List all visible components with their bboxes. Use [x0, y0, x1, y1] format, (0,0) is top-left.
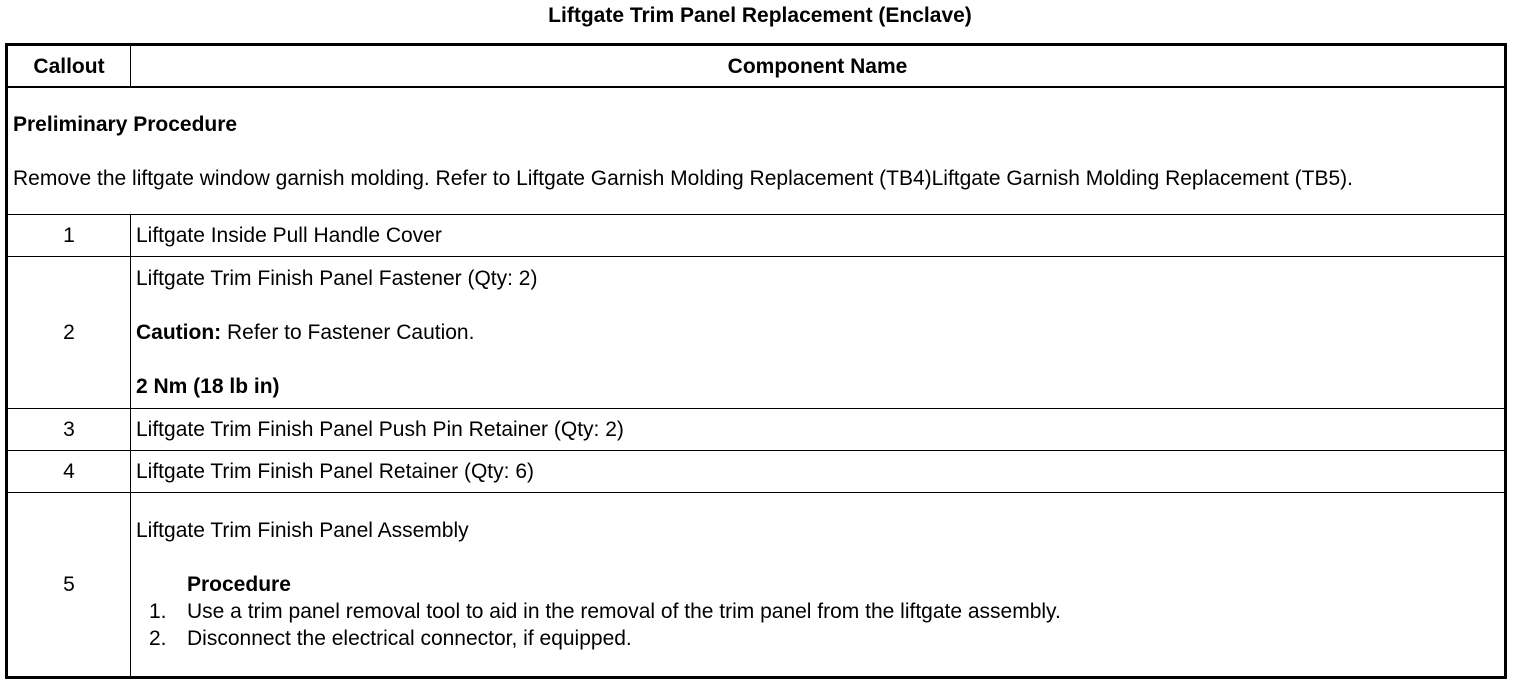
component-name: Liftgate Trim Finish Panel Fastener (Qty: 2) [136, 266, 538, 290]
step-number: 1. [149, 599, 167, 623]
table-row [7, 450, 1506, 492]
table-row [7, 492, 1506, 678]
preliminary-heading: Preliminary Procedure [13, 113, 238, 137]
page-title: Liftgate Trim Panel Replacement (Enclave) [548, 4, 972, 27]
table-row [7, 408, 1506, 450]
preliminary-cell [7, 87, 1506, 214]
preliminary-row [7, 87, 1506, 214]
callout-number: 4 [7, 450, 131, 492]
component-name: Liftgate Trim Finish Panel Assembly [136, 518, 469, 542]
callout-number: 2 [7, 256, 131, 408]
callout-column-header: Callout [7, 45, 131, 88]
procedure-heading: Procedure [187, 572, 291, 596]
procedure-step [136, 598, 1499, 625]
component-name: Liftgate Trim Finish Panel Retainer (Qty: 6) [131, 450, 1506, 492]
component-table [5, 43, 1507, 679]
component-name: Liftgate Inside Pull Handle Cover [131, 214, 1506, 256]
component-cell [131, 256, 1506, 408]
step-text: Use a trim panel removal tool to aid in the removal of the trim panel from the liftgate assembly. [187, 599, 1061, 623]
component-name: Liftgate Trim Finish Panel Push Pin Retainer (Qty: 2) [131, 408, 1506, 450]
table-row [7, 256, 1506, 408]
callout-number: 3 [7, 408, 131, 450]
procedure-steps [136, 598, 1499, 652]
table-row [7, 214, 1506, 256]
caution-label: Caution: [136, 320, 222, 344]
preliminary-text: Remove the liftgate window garnish molding. Refer to Liftgate Garnish Molding Replacement (TB4)Liftgate Garnish Molding Replacement (TB5). [13, 167, 1353, 191]
component-name-column-header: Component Name [131, 45, 1506, 88]
caution-note [136, 319, 1499, 346]
step-text: Disconnect the electrical connector, if equipped. [187, 626, 632, 650]
component-cell [131, 492, 1506, 678]
caution-text: Refer to Fastener Caution. [221, 320, 475, 344]
step-number: 2. [149, 626, 167, 650]
procedure-step [136, 625, 1499, 652]
callout-number: 1 [7, 214, 131, 256]
callout-number: 5 [7, 492, 131, 678]
torque-spec: 2 Nm (18 lb in) [136, 374, 280, 398]
table-header-row [7, 45, 1506, 88]
